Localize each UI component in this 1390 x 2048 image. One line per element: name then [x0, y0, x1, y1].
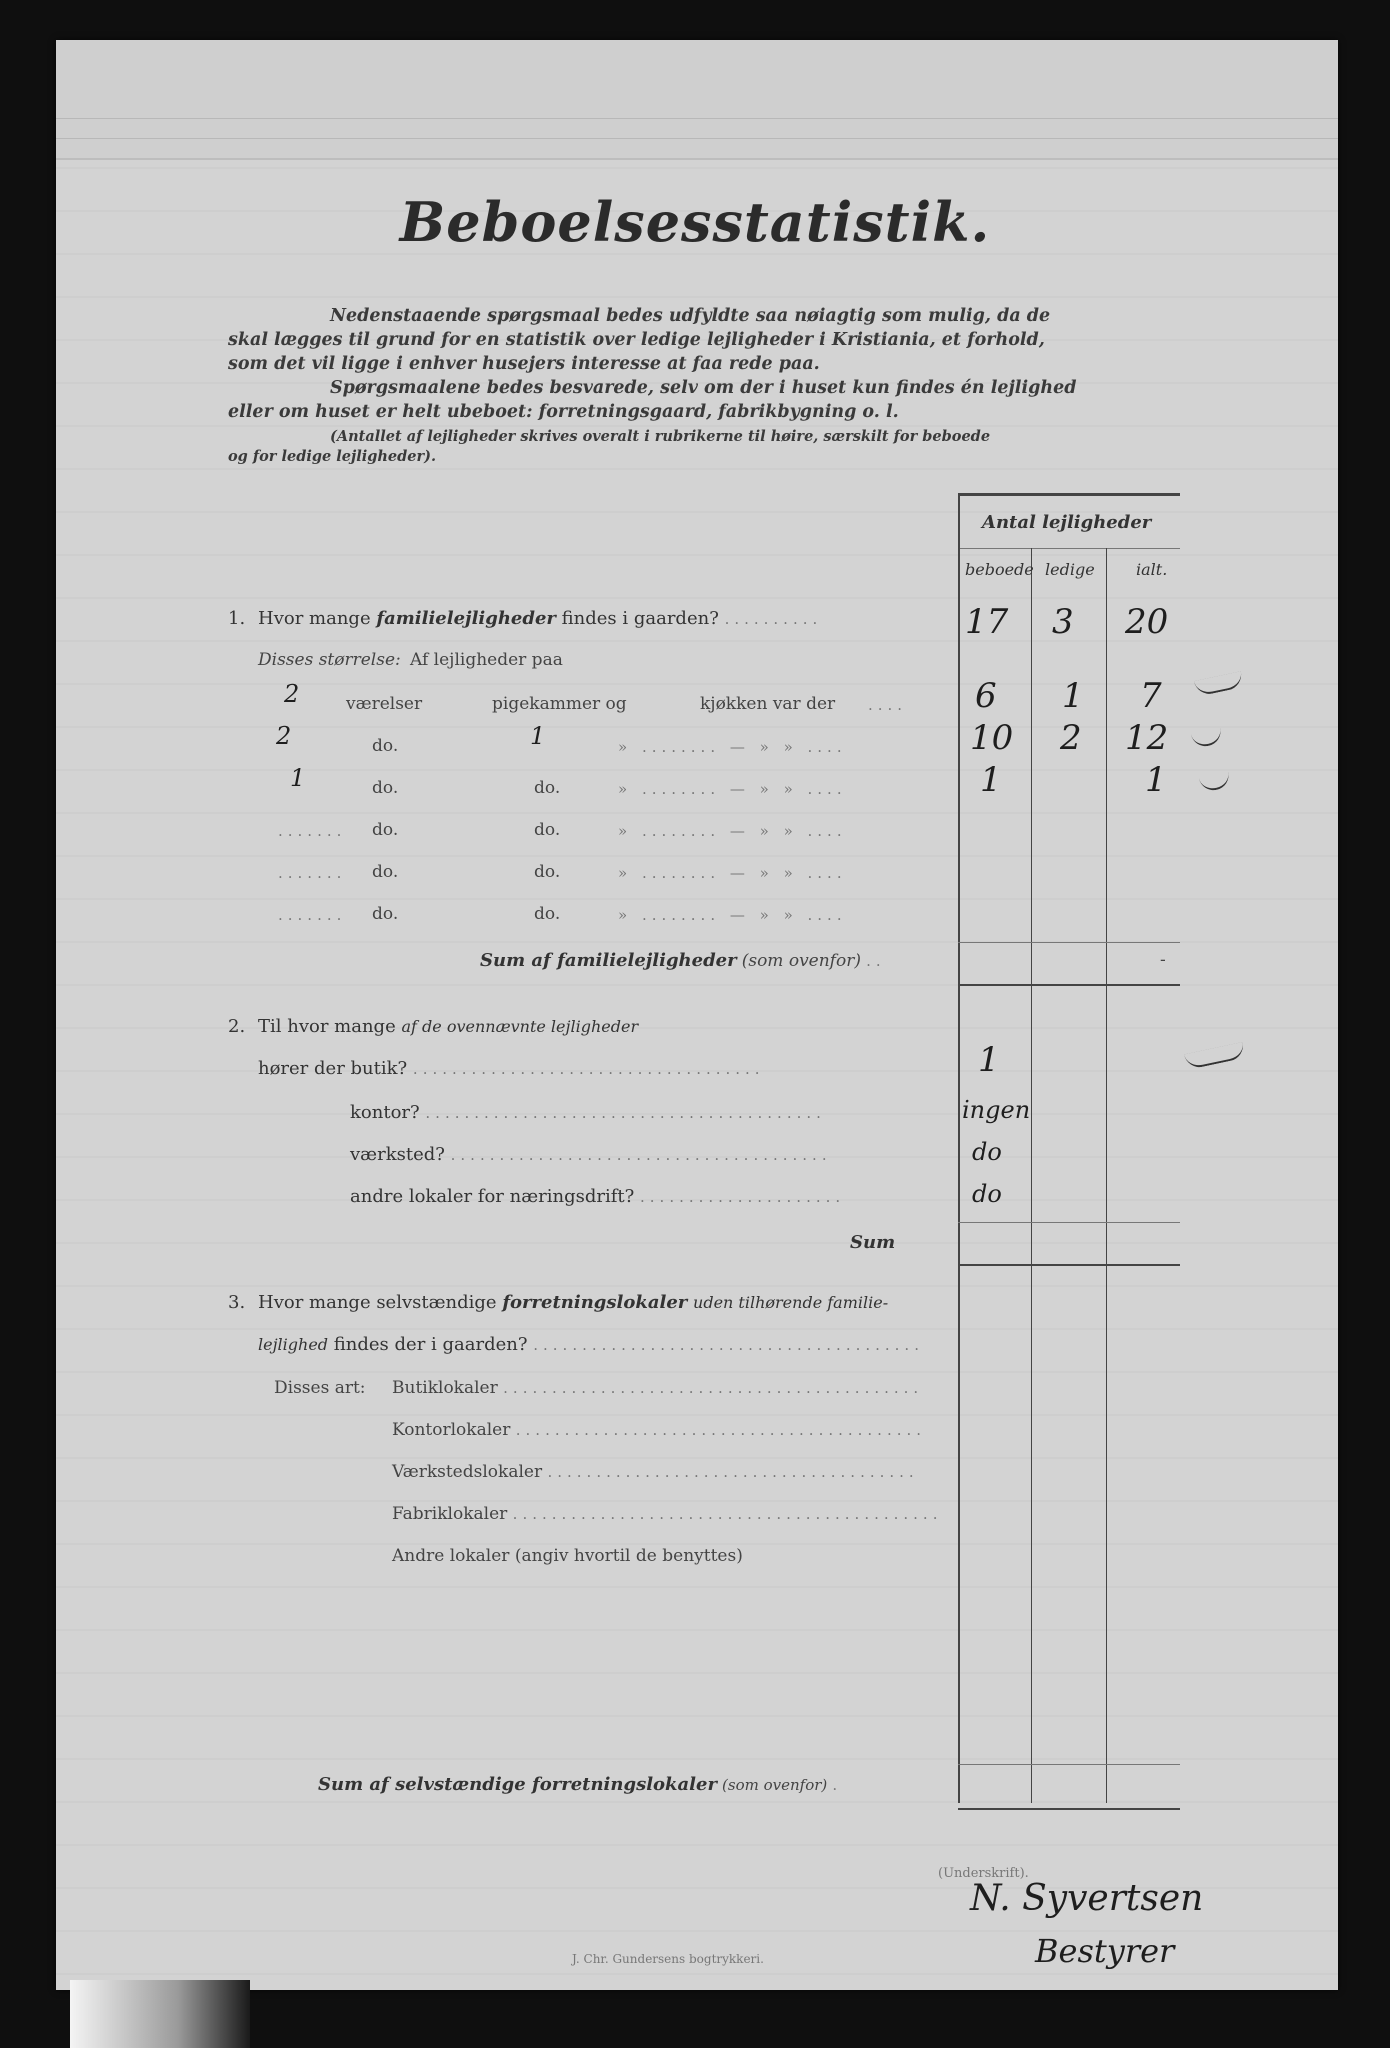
row4-do-2: do. — [534, 820, 561, 840]
q3-item-2: Kontorlokaler .......................................... — [392, 1420, 927, 1440]
intro-line-2: skal lægges til grund for en statistik over ledige lejligheder i Kristiania, et forhold, — [228, 330, 1045, 350]
row2-rooms: 2 — [276, 722, 292, 750]
q2-butik-value: 1 — [978, 1040, 1000, 1080]
q1-sum-row: Sum af familielejligheder (som ovenfor) .. — [480, 950, 886, 971]
signature-name: N. Syvertsen — [970, 1878, 1204, 1919]
row2-ledige: 2 — [1060, 718, 1082, 758]
q3-art-label: Disses art: — [274, 1378, 366, 1398]
header-band — [56, 40, 1338, 160]
q1-sum-label: Sum af familielejligheder — [480, 950, 737, 971]
table-col-rule-2 — [1106, 548, 1107, 1803]
row3-do-2: do. — [534, 778, 561, 798]
q1-text-a: Hvor mange — [258, 608, 371, 629]
q1-sum-top-rule — [958, 942, 1180, 943]
q3-sum-suffix: (som ovenfor) — [722, 1776, 828, 1794]
row2-beboede: 10 — [970, 718, 1014, 758]
q1-ialt-value: 20 — [1125, 602, 1169, 642]
q1-number: 1. — [228, 608, 246, 629]
row1-kjokken: kjøkken var der — [700, 694, 836, 714]
q2-vaerksted-value: do — [972, 1138, 1002, 1166]
q2-vaerksted-label: værksted? ....................................... — [350, 1144, 832, 1165]
row1-beboede: 6 — [975, 676, 997, 716]
q3-text-b: forretningslokaler — [502, 1292, 688, 1313]
row3-ialt: 1 — [1145, 760, 1167, 800]
row1-ialt: 7 — [1140, 676, 1162, 716]
intro-line-7: og for ledige lejligheder). — [228, 448, 437, 465]
col-header-ialt: ialt. — [1136, 560, 1168, 579]
row3-rooms: 1 — [290, 764, 306, 792]
intro-line-4: Spørgsmaalene bedes besvarede, selv om der i huset kun findes én lejlighed — [330, 378, 1077, 398]
row2-pige: 1 — [530, 722, 546, 750]
q2-kontor-label: kontor? ......................................... — [350, 1102, 826, 1123]
q1-size-text: Af lejligheder paa — [410, 650, 563, 670]
q1-text: Hvor mange familielejligheder findes i gaarden? .......... — [258, 608, 823, 629]
row1-ledige: 1 — [1062, 676, 1084, 716]
q1-sum-bottom-rule — [958, 984, 1180, 986]
row3-beboede: 1 — [980, 760, 1002, 800]
row5-do-2: do. — [534, 862, 561, 882]
q2-text-a: Til hvor mange — [258, 1016, 396, 1037]
q2-text — [258, 1016, 638, 1037]
q3-text — [258, 1292, 888, 1313]
q1-text-b: familielejligheder — [376, 608, 556, 629]
q2-sum-label: Sum — [850, 1232, 896, 1253]
table-top-rule — [958, 493, 1180, 496]
q3-item-3: Værkstedslokaler ...................................... — [392, 1462, 919, 1482]
row2-do-1: do. — [372, 736, 399, 756]
signature-role: Bestyrer — [1035, 1932, 1175, 1970]
intro-line-1: Nedenstaaende spørgsmaal bedes udfyldte saa nøiagtig som mulig, da de — [330, 306, 1051, 326]
table-col-rule-1 — [1031, 548, 1032, 1803]
q2-kontor-value: ingen — [962, 1096, 1031, 1124]
col-header-beboede: beboede — [965, 560, 1034, 579]
q3-sum-label: Sum af selvstændige forretningslokaler — [318, 1774, 717, 1795]
q3-text-a: Hvor mange selvstændige — [258, 1292, 497, 1313]
row3-do-1: do. — [372, 778, 399, 798]
q2-text-b: af de ovennævnte lejligheder — [401, 1017, 639, 1036]
q3-sum-top-rule — [958, 1764, 1180, 1765]
intro-line-3: som det vil ligge i enhver husejers interesse at faa rede paa. — [228, 354, 820, 374]
row5-do-1: do. — [372, 862, 399, 882]
q3-text-c: uden tilhørende familie- — [693, 1293, 889, 1312]
q2-andre-label: andre lokaler for næringsdrift? ..................... — [350, 1186, 846, 1207]
row1-vaerelser: værelser — [346, 694, 423, 714]
q2-butik-label: hører der butik? .................................... — [258, 1058, 765, 1079]
q1-ledige-value: 3 — [1052, 602, 1074, 642]
q3-number: 3. — [228, 1292, 246, 1313]
row4-do-1: do. — [372, 820, 399, 840]
q3-sum-row: Sum af selvstændige forretningslokaler (som ovenfor) . — [318, 1774, 843, 1795]
q3-item-1: Butiklokaler ........................................... — [392, 1378, 924, 1398]
q1-sum-ialt: - — [1160, 950, 1166, 970]
intro-line-5: eller om huset er helt ubeboet: forretningsgaard, fabrikbygning o. l. — [228, 402, 899, 422]
q3-text-d: lejlighed — [258, 1335, 329, 1354]
q3-item-4: Fabriklokaler ............................................ — [392, 1504, 943, 1524]
col-header-ledige: ledige — [1045, 560, 1095, 579]
q2-sum-top-rule — [958, 1222, 1180, 1223]
row1-rooms: 2 — [284, 680, 300, 708]
q2-number: 2. — [228, 1016, 246, 1037]
q1-sum-suffix: (som ovenfor) — [741, 951, 861, 971]
q2-andre-value: do — [972, 1180, 1002, 1208]
page-title: Beboelsesstatistik. — [399, 190, 991, 254]
row1-pigekammer: pigekammer og — [492, 694, 627, 714]
q1-beboede-value: 17 — [965, 602, 1009, 642]
table-header-rule — [958, 548, 1180, 549]
q3-item-5: Andre lokaler (angiv hvortil de benyttes) — [392, 1546, 743, 1566]
q3-sum-bottom-rule — [958, 1808, 1180, 1810]
row6-do-2: do. — [534, 904, 561, 924]
row6-do-1: do. — [372, 904, 399, 924]
row2-ialt: 12 — [1125, 718, 1169, 758]
q2-sum-bottom-rule — [958, 1264, 1180, 1266]
printer-line: J. Chr. Gundersens bogtrykkeri. — [572, 1952, 764, 1966]
q1-size-label: Disses størrelse: — [258, 650, 401, 670]
q3-text-2: lejlighed findes der i gaarden? ........................................ — [258, 1334, 924, 1355]
table-left-rule — [958, 493, 960, 1803]
q3-text-e: findes der i gaarden? — [333, 1334, 528, 1355]
signature-label: (Underskrift). — [938, 1866, 1029, 1881]
q1-text-c: findes i gaarden? — [561, 608, 719, 629]
scan-glare — [70, 1980, 250, 2048]
table-group-header: Antal lejligheder — [982, 512, 1152, 533]
intro-line-6: (Antallet af lejligheder skrives overalt i rubrikerne til høire, særskilt for beboede — [330, 428, 991, 445]
